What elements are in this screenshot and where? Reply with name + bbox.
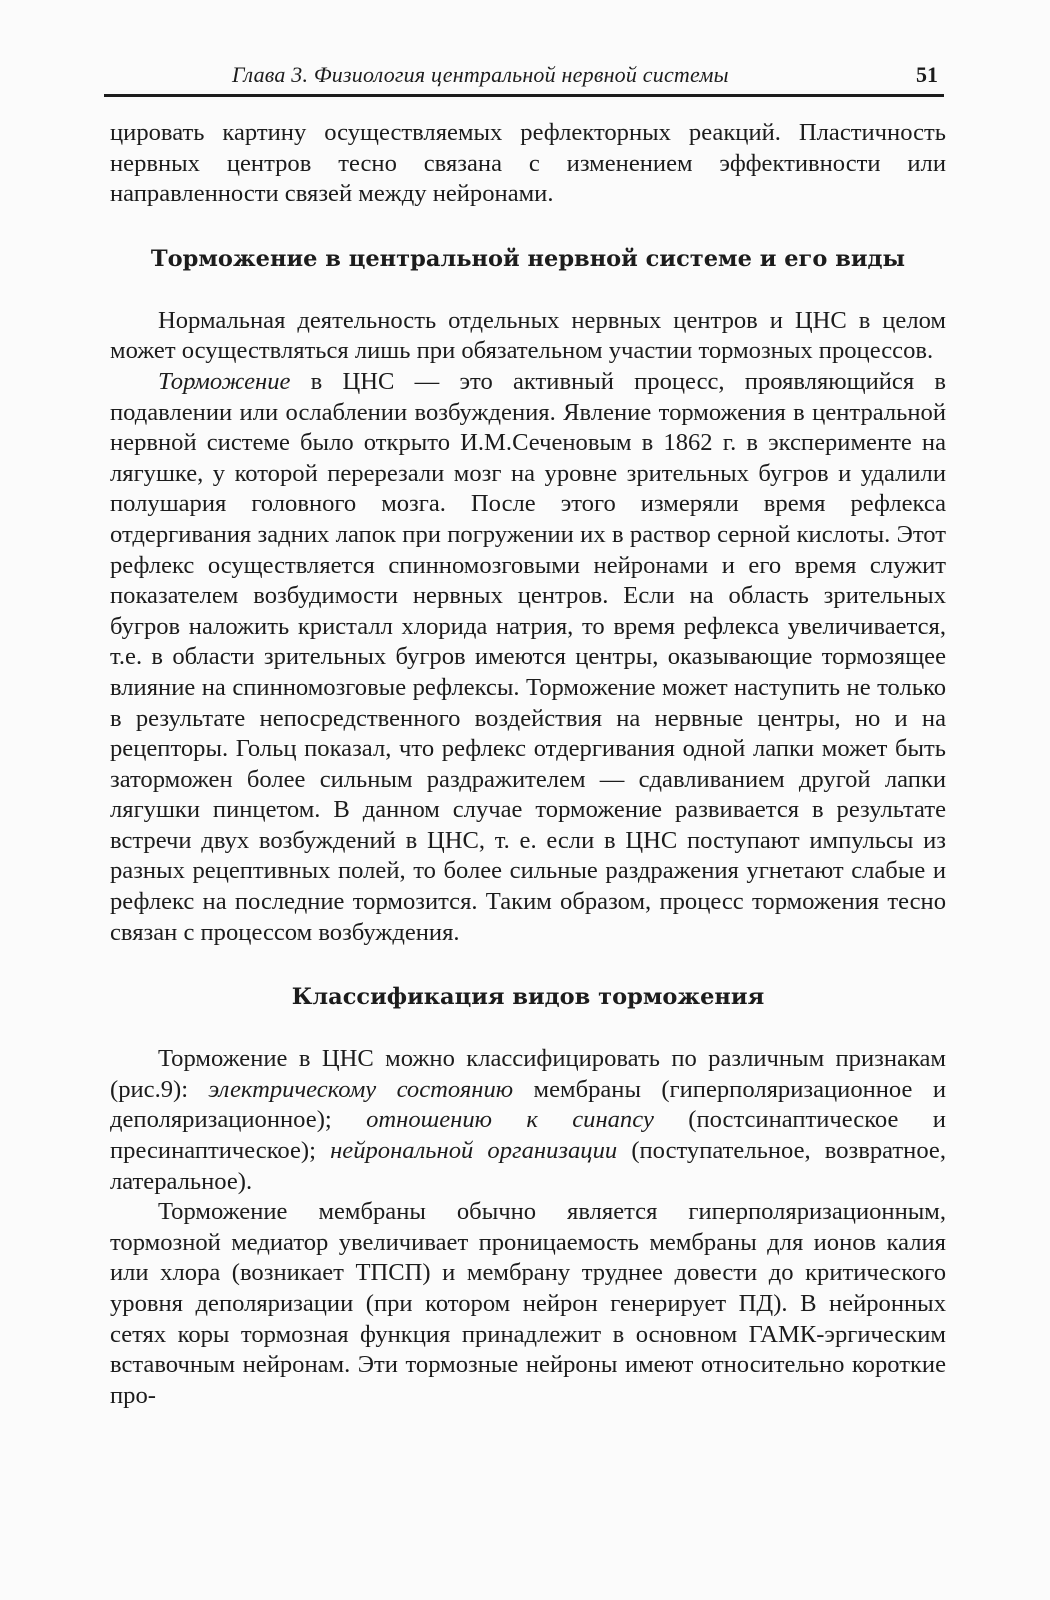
classification-text-d: (поступательное, возвратное, латеральное). xyxy=(110,1137,946,1195)
page-header xyxy=(104,56,944,97)
section-heading-inhibition: Торможение в центральной нервной системе и его виды xyxy=(150,245,906,272)
term-electric-state: электрическому состоянию xyxy=(208,1075,514,1103)
page-number: 51 xyxy=(916,62,938,87)
classification-text-c: (постсинаптическое и пресинаптическое); xyxy=(110,1106,946,1165)
paragraph-continuation: цировать картину осуществляемых рефлекторных реакций. Пластичность нервных центров тесно связана с изменением эффективности или направленности связей между нейронами. xyxy=(110,119,946,208)
paragraph-classification xyxy=(110,1044,946,1197)
paragraph-normal-activity: Нормальная деятельность отдельных нервных центров и ЦНС в целом может осуществляться лишь при обязательном участии тормозных процессов. xyxy=(110,306,946,365)
term-synapse-relation: отношению к синапсу xyxy=(366,1106,654,1134)
paragraph-inhibition-text: в ЦНС — это активный процесс, проявляющийся в подавлении или ослаблении возбуждения. Явление торможения в центральной нервной системе было открыто И.М.Сеченовым в 1862 г. в эксперименте на лягушке, у которой перерезали мозг на уровне зрительных бугров и удалили полушария головного мозга. После этого измеряли время рефлекса отдергивания задних лапок при погружении их в раствор серной кислоты. Этот рефлекс осуществляется спинномозговыми нейронами и его время служит показателем возбудимости нервных центров. Если на область зрительных бугров наложить кристалл хлорида натрия, то время рефлекса увеличивается, т.е. в области зрительных бугров имеются центры, оказывающие тормозящее влияние на спинномозговые рефлексы. Торможение может наступить не только в результате непосредственного воздействия на нервные центры, но и на рецепторы. Гольц показал, что рефлекс отдергивания одной лапки может быть заторможен более сильным раздражителем — сдавливанием другой лапки лягушки пинцетом. В данном случае торможение развивается в результате встречи двух возбуждений в ЦНС, т. е. если в ЦНС поступают импульсы из разных рецептивных полей, то более сильные раздражения угнетают слабые и рефлекс на последние тормозится. Таким образом, процесс торможения тесно связан с процессом возбуждения. xyxy=(110,367,946,946)
paragraph-membrane-inhibition: Торможение мембраны обычно является гиперполяризационным, тормозной медиатор увеличивает проницаемость мембраны для ионов калия или хлора (возникает ТПСП) и мембрану труднее довести до критического уровня деполяризации (при котором нейрон генерирует ПД). В нейронных сетях коры тормозная функция принадлежит в основном ГАМК-эргическим вставочным нейронам. Эти тормозные нейроны имеют относительно короткие про- xyxy=(110,1198,946,1409)
section-heading-classification: Классификация видов торможения xyxy=(291,984,765,1011)
classification-text-a: Торможение в ЦНС можно классифицировать по различным признакам (рис.9): xyxy=(110,1045,946,1103)
running-title: Глава 3. Физиология центральной нервной системы xyxy=(232,62,729,87)
term-neuronal-organization: нейрональной организации xyxy=(330,1137,618,1165)
term-inhibition: Торможение xyxy=(158,367,291,395)
page-body xyxy=(110,118,946,1411)
classification-text-b: мембраны (гиперполяризационное и деполяризационное); xyxy=(110,1075,947,1134)
paragraph-inhibition-definition xyxy=(110,367,946,948)
